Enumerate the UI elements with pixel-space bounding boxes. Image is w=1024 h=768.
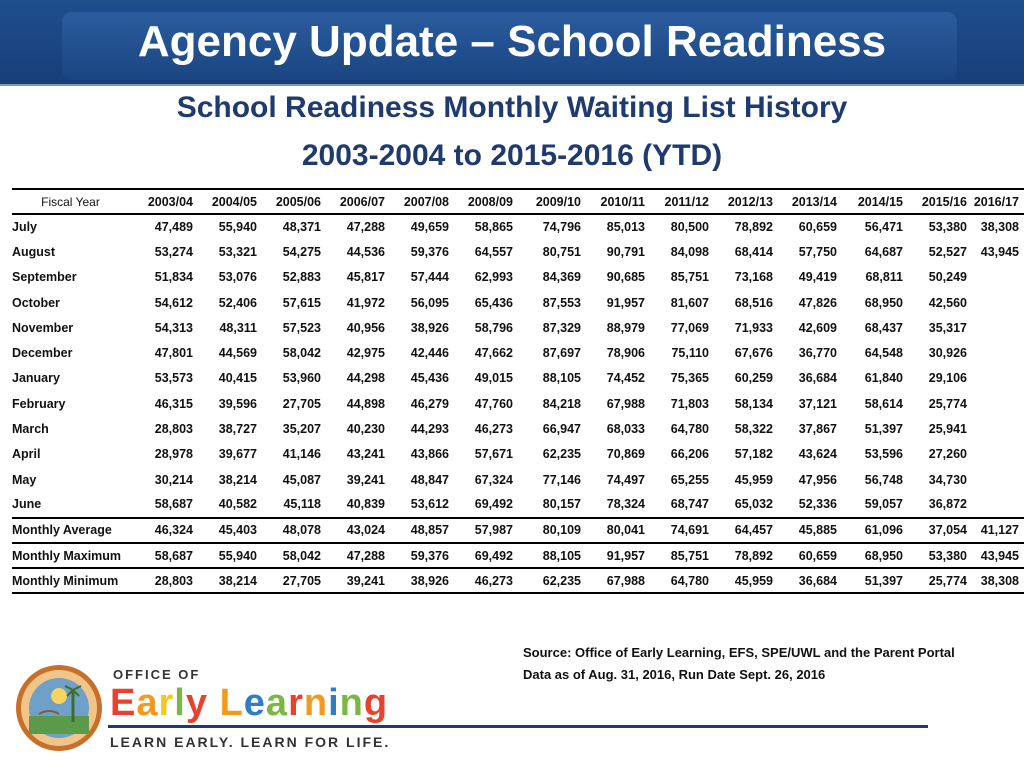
- table-cell: 40,415: [218, 371, 257, 386]
- waiting-list-table-container: [12, 188, 1019, 594]
- table-row: [12, 340, 1024, 365]
- table-cell: 64,457: [714, 518, 778, 543]
- table-cell: 69,492: [454, 543, 518, 568]
- table-cell: [972, 492, 1024, 517]
- row-label: Monthly Average: [12, 518, 134, 543]
- table-cell: 47,956: [798, 472, 837, 487]
- row-label: October: [12, 295, 60, 310]
- column-header-year: 2011/12: [664, 194, 709, 209]
- logo-letter: [208, 682, 220, 724]
- table-cell: 78,906: [606, 346, 645, 361]
- table-cell: 58,796: [474, 320, 513, 335]
- row-label: Monthly Maximum: [12, 543, 134, 568]
- table-cell: 58,042: [262, 543, 326, 568]
- row-label: September: [12, 270, 77, 285]
- table-cell: 36,684: [798, 371, 837, 386]
- table-cell: 56,471: [864, 220, 903, 235]
- table-cell: 45,959: [714, 568, 778, 593]
- table-cell: 67,324: [474, 472, 513, 487]
- table-cell: 75,110: [671, 346, 709, 361]
- table-cell: 27,260: [928, 447, 967, 462]
- table-cell: 52,527: [928, 244, 967, 259]
- table-cell: 58,687: [154, 497, 193, 512]
- table-cell: 59,057: [864, 497, 903, 512]
- table-cell: 60,259: [734, 371, 773, 386]
- table-cell: 80,109: [518, 518, 586, 543]
- table-cell: 39,241: [326, 568, 390, 593]
- table-cell: 44,569: [218, 346, 257, 361]
- table-cell: 80,500: [670, 220, 709, 235]
- table-cell: 46,315: [154, 396, 193, 411]
- row-label: January: [12, 371, 60, 386]
- table-cell: 74,497: [606, 472, 645, 487]
- table-cell: 28,803: [154, 422, 193, 437]
- table-cell: 67,676: [734, 346, 773, 361]
- table-cell: 53,960: [282, 371, 321, 386]
- table-cell: 58,865: [474, 220, 513, 235]
- table-cell: 67,988: [606, 396, 645, 411]
- table-row: [12, 265, 1024, 290]
- table-cell: 53,573: [154, 371, 193, 386]
- table-cell: 77,069: [670, 320, 709, 335]
- table-cell: 88,105: [518, 543, 586, 568]
- table-cell: 57,987: [454, 518, 518, 543]
- row-label: February: [12, 396, 66, 411]
- table-cell: 38,926: [410, 320, 449, 335]
- table-cell: 48,371: [282, 220, 321, 235]
- logo-letter: n: [339, 682, 364, 724]
- table-cell: 68,414: [734, 244, 773, 259]
- row-label: March: [12, 422, 49, 437]
- table-cell: 85,013: [606, 220, 645, 235]
- logo-letter: a: [265, 682, 289, 724]
- table-cell: 69,492: [474, 497, 513, 512]
- table-cell: 57,750: [798, 244, 837, 259]
- table-cell: 78,892: [734, 220, 773, 235]
- table-cell: 47,662: [474, 346, 513, 361]
- table-cell: 80,751: [542, 244, 581, 259]
- table-cell: 57,444: [410, 270, 449, 285]
- table-cell: 28,803: [134, 568, 198, 593]
- table-cell: 36,872: [928, 497, 967, 512]
- table-cell: 78,892: [714, 543, 778, 568]
- table-cell: 34,730: [928, 472, 967, 487]
- table-cell: 49,015: [474, 371, 513, 386]
- table-cell: 53,274: [154, 244, 193, 259]
- table-cell: 54,612: [154, 295, 193, 310]
- table-cell: 41,146: [282, 447, 321, 462]
- table-cell: 53,596: [864, 447, 903, 462]
- column-header-year: 2008/09: [467, 194, 513, 209]
- table-cell: 57,671: [474, 447, 513, 462]
- table-cell: 54,275: [282, 244, 321, 259]
- row-label: August: [12, 244, 56, 259]
- column-header-year: 2010/11: [600, 194, 645, 209]
- table-cell: 60,659: [778, 543, 842, 568]
- table-cell: 39,677: [218, 447, 257, 462]
- table-cell: 71,803: [670, 396, 709, 411]
- row-label: Monthly Minimum: [12, 568, 134, 593]
- table-cell: 27,705: [282, 396, 321, 411]
- table-cell: 57,523: [282, 320, 321, 335]
- column-header-year: 2004/05: [211, 194, 257, 209]
- logo-office-of: OFFICE OF: [113, 667, 201, 682]
- table-cell: 64,548: [864, 346, 903, 361]
- column-header-year: 2009/10: [535, 194, 581, 209]
- table-cell: [972, 416, 1024, 441]
- table-cell: 38,926: [390, 568, 454, 593]
- table-cell: 37,867: [798, 422, 837, 437]
- table-cell: 45,403: [198, 518, 262, 543]
- table-cell: 85,751: [670, 270, 709, 285]
- table-cell: 61,096: [842, 518, 908, 543]
- florida-seal-icon: [15, 664, 103, 752]
- table-cell: 47,760: [474, 396, 513, 411]
- table-cell: 48,847: [410, 472, 449, 487]
- table-cell: 58,042: [282, 346, 321, 361]
- column-header-year: 2006/07: [339, 194, 385, 209]
- table-cell: 39,241: [346, 472, 385, 487]
- table-cell: 53,380: [908, 543, 972, 568]
- column-header-year: 2013/14: [791, 194, 837, 209]
- table-cell: 25,774: [908, 568, 972, 593]
- table-cell: 38,214: [198, 568, 262, 593]
- table-cell: 87,329: [542, 320, 581, 335]
- row-label: December: [12, 346, 73, 361]
- table-cell: 47,288: [346, 220, 385, 235]
- table-cell: 90,791: [606, 244, 645, 259]
- table-cell: 42,975: [346, 346, 385, 361]
- table-cell: 55,940: [218, 220, 257, 235]
- table-body: [12, 214, 1024, 593]
- logo-early-learning: [110, 682, 388, 725]
- table-cell: 41,972: [346, 295, 385, 310]
- table-header-row: [12, 189, 1024, 214]
- table-cell: 53,076: [218, 270, 257, 285]
- summary-row: [12, 518, 1024, 543]
- table-cell: 44,536: [346, 244, 385, 259]
- column-header-year: 2005/06: [275, 194, 321, 209]
- table-row: [12, 391, 1024, 416]
- table-cell: 81,607: [670, 295, 709, 310]
- table-cell: 36,770: [798, 346, 837, 361]
- table-cell: 29,106: [928, 371, 967, 386]
- table-cell: 88,979: [606, 320, 645, 335]
- table-cell: 28,978: [154, 447, 193, 462]
- table-cell: 47,826: [798, 295, 837, 310]
- logo-letter: n: [303, 682, 329, 724]
- table-cell: 58,322: [734, 422, 773, 437]
- table-cell: 87,553: [542, 295, 581, 310]
- table-cell: 68,033: [606, 422, 645, 437]
- table-cell: 45,087: [282, 472, 321, 487]
- table-row: [12, 416, 1024, 441]
- table-cell: [972, 290, 1024, 315]
- table-cell: 48,078: [262, 518, 326, 543]
- table-row: [12, 467, 1024, 492]
- table-cell: 55,940: [198, 543, 262, 568]
- table-cell: 46,324: [134, 518, 198, 543]
- table-cell: 68,747: [670, 497, 709, 512]
- table-cell: 39,596: [218, 396, 257, 411]
- table-cell: 51,397: [842, 568, 908, 593]
- table-cell: 65,032: [734, 497, 773, 512]
- table-cell: 51,397: [864, 422, 903, 437]
- table-cell: 51,834: [154, 270, 193, 285]
- column-header-year: 2016/17: [973, 194, 1019, 209]
- table-cell: 84,218: [542, 396, 581, 411]
- table-row: [12, 239, 1024, 264]
- table-cell: 44,898: [346, 396, 385, 411]
- table-cell: 38,308: [980, 220, 1019, 235]
- table-cell: 27,705: [262, 568, 326, 593]
- table-cell: 45,885: [778, 518, 842, 543]
- table-cell: 70,869: [606, 447, 645, 462]
- table-cell: 91,957: [586, 543, 650, 568]
- data-as-of-line: Data as of Aug. 31, 2016, Run Date Sept. 26, 2016: [523, 667, 826, 682]
- table-cell: 56,095: [410, 295, 449, 310]
- table-cell: 38,214: [218, 472, 257, 487]
- table-cell: 62,993: [474, 270, 513, 285]
- table-cell: 37,054: [908, 518, 972, 543]
- table-cell: 42,609: [798, 320, 837, 335]
- table-cell: 25,774: [928, 396, 967, 411]
- table-cell: [972, 265, 1024, 290]
- table-cell: 45,118: [283, 497, 321, 512]
- logo-letter: g: [363, 682, 389, 724]
- table-cell: 43,624: [798, 447, 837, 462]
- summary-row: [12, 568, 1024, 593]
- table-cell: [972, 315, 1024, 340]
- table-cell: 80,157: [542, 497, 581, 512]
- logo-letter: r: [158, 682, 175, 724]
- table-cell: 46,279: [410, 396, 449, 411]
- table-cell: 48,311: [219, 320, 257, 335]
- table-cell: [972, 442, 1024, 467]
- column-header-fiscal-year: Fiscal Year: [41, 194, 100, 209]
- table-cell: 84,369: [542, 270, 581, 285]
- table-cell: 30,926: [928, 346, 967, 361]
- column-header-year: 2003/04: [147, 194, 193, 209]
- table-cell: 65,255: [670, 472, 709, 487]
- table-cell: 35,207: [282, 422, 321, 437]
- table-cell: 41,127: [972, 518, 1024, 543]
- table-cell: 68,811: [865, 270, 903, 285]
- table-cell: 45,817: [346, 270, 385, 285]
- table-cell: 59,376: [410, 244, 449, 259]
- table-row: [12, 315, 1024, 340]
- table-cell: 30,214: [154, 472, 193, 487]
- table-cell: [972, 391, 1024, 416]
- table-cell: [972, 366, 1024, 391]
- table-cell: 84,098: [670, 244, 709, 259]
- table-cell: 47,288: [326, 543, 390, 568]
- table-cell: 40,956: [346, 320, 385, 335]
- table-cell: 64,780: [670, 422, 709, 437]
- table-cell: 35,317: [928, 320, 967, 335]
- table-cell: 43,945: [980, 244, 1019, 259]
- table-cell: 37,121: [798, 396, 837, 411]
- logo-letter: E: [110, 682, 137, 724]
- table-cell: 49,419: [798, 270, 837, 285]
- table-cell: 88,105: [542, 371, 581, 386]
- table-row: [12, 442, 1024, 467]
- table-cell: 58,134: [734, 396, 773, 411]
- logo-letter: a: [136, 682, 159, 724]
- table-cell: 77,146: [542, 472, 581, 487]
- table-cell: 43,024: [326, 518, 390, 543]
- table-cell: 44,298: [346, 371, 385, 386]
- logo-letter: y: [185, 682, 208, 724]
- column-header-year: 2014/15: [857, 194, 903, 209]
- column-header-year: 2012/13: [727, 194, 773, 209]
- table-cell: 66,947: [542, 422, 581, 437]
- logo-letter: i: [328, 682, 340, 724]
- source-note: [523, 642, 955, 686]
- table-cell: 91,957: [606, 295, 645, 310]
- page-title: Agency Update – School Readiness: [137, 17, 887, 66]
- table-cell: 59,376: [390, 543, 454, 568]
- table-cell: 47,801: [154, 346, 193, 361]
- table-cell: 64,780: [650, 568, 714, 593]
- table-cell: 57,182: [734, 447, 773, 462]
- table-cell: 58,614: [864, 396, 903, 411]
- table-row: [12, 290, 1024, 315]
- table-cell: 58,687: [134, 543, 198, 568]
- table-cell: 42,446: [410, 346, 449, 361]
- table-cell: 43,866: [410, 447, 449, 462]
- table-cell: 80,041: [586, 518, 650, 543]
- table-cell: 68,950: [842, 543, 908, 568]
- table-cell: 78,324: [606, 497, 645, 512]
- table-cell: 45,959: [734, 472, 773, 487]
- table-cell: 43,241: [346, 447, 385, 462]
- table-cell: 67,988: [586, 568, 650, 593]
- summary-row: [12, 543, 1024, 568]
- table-cell: 61,840: [864, 371, 903, 386]
- row-label: May: [12, 472, 37, 487]
- table-cell: 48,857: [390, 518, 454, 543]
- logo-tagline: LEARN EARLY. LEARN FOR LIFE.: [110, 734, 391, 750]
- table-cell: 49,659: [410, 220, 449, 235]
- table-cell: 38,727: [218, 422, 257, 437]
- table-title: School Readiness Monthly Waiting List History: [176, 91, 848, 124]
- table-cell: [972, 340, 1024, 365]
- table-cell: 53,380: [928, 220, 967, 235]
- table-cell: 52,336: [798, 497, 837, 512]
- logo-letter: r: [288, 682, 304, 724]
- table-cell: 87,697: [542, 346, 581, 361]
- table-cell: 53,612: [410, 497, 449, 512]
- row-label: July: [12, 220, 38, 235]
- column-header-year: 2015/16: [921, 194, 967, 209]
- table-cell: 53,321: [218, 244, 257, 259]
- logo-letter: e: [243, 682, 266, 724]
- column-header-year: 2007/08: [403, 194, 449, 209]
- table-cell: 75,365: [670, 371, 709, 386]
- table-cell: 60,659: [798, 220, 837, 235]
- table-cell: 52,883: [282, 270, 321, 285]
- table-cell: [972, 467, 1024, 492]
- table-cell: 74,691: [650, 518, 714, 543]
- logo-letter: L: [219, 682, 244, 724]
- table-cell: 85,751: [650, 543, 714, 568]
- table-cell: 57,615: [282, 295, 321, 310]
- table-cell: 45,436: [410, 371, 449, 386]
- table-cell: 65,436: [474, 295, 513, 310]
- row-label: June: [12, 497, 42, 512]
- table-row: [12, 492, 1024, 517]
- table-cell: 68,437: [864, 320, 903, 335]
- table-cell: 52,406: [218, 295, 257, 310]
- table-cell: 71,933: [734, 320, 773, 335]
- waiting-list-table: [12, 188, 1024, 594]
- table-cell: 90,685: [606, 270, 645, 285]
- table-cell: 46,273: [474, 422, 513, 437]
- table-cell: 62,235: [542, 447, 581, 462]
- table-cell: 44,293: [410, 422, 449, 437]
- table-cell: 54,313: [154, 320, 193, 335]
- table-cell: 73,168: [734, 270, 773, 285]
- table-cell: 40,230: [346, 422, 385, 437]
- table-cell: 64,687: [864, 244, 903, 259]
- table-cell: 42,560: [928, 295, 967, 310]
- table-cell: 66,206: [670, 447, 709, 462]
- table-cell: 40,582: [218, 497, 257, 512]
- row-label: November: [12, 320, 74, 335]
- table-cell: 64,557: [474, 244, 513, 259]
- table-cell: 62,235: [518, 568, 586, 593]
- table-cell: 68,516: [734, 295, 773, 310]
- footer-divider: [108, 725, 928, 728]
- logo-letter: l: [174, 682, 186, 724]
- table-cell: 40,839: [346, 497, 385, 512]
- table-cell: 43,945: [972, 543, 1024, 568]
- source-line: Source: Office of Early Learning, EFS, SPE/UWL and the Parent Portal: [523, 645, 955, 660]
- table-cell: 36,684: [778, 568, 842, 593]
- table-row: [12, 214, 1024, 239]
- table-cell: 56,748: [864, 472, 903, 487]
- table-row: [12, 366, 1024, 391]
- table-date-range: 2003-2004 to 2015-2016 (YTD): [301, 139, 723, 172]
- table-cell: 50,249: [928, 270, 967, 285]
- table-cell: 25,941: [928, 422, 967, 437]
- table-cell: 68,950: [864, 295, 903, 310]
- table-cell: 47,489: [154, 220, 193, 235]
- table-cell: 74,452: [606, 371, 645, 386]
- table-cell: 46,273: [454, 568, 518, 593]
- table-cell: 74,796: [542, 220, 581, 235]
- row-label: April: [12, 447, 41, 462]
- table-cell: 38,308: [972, 568, 1024, 593]
- table-header: [12, 189, 1024, 214]
